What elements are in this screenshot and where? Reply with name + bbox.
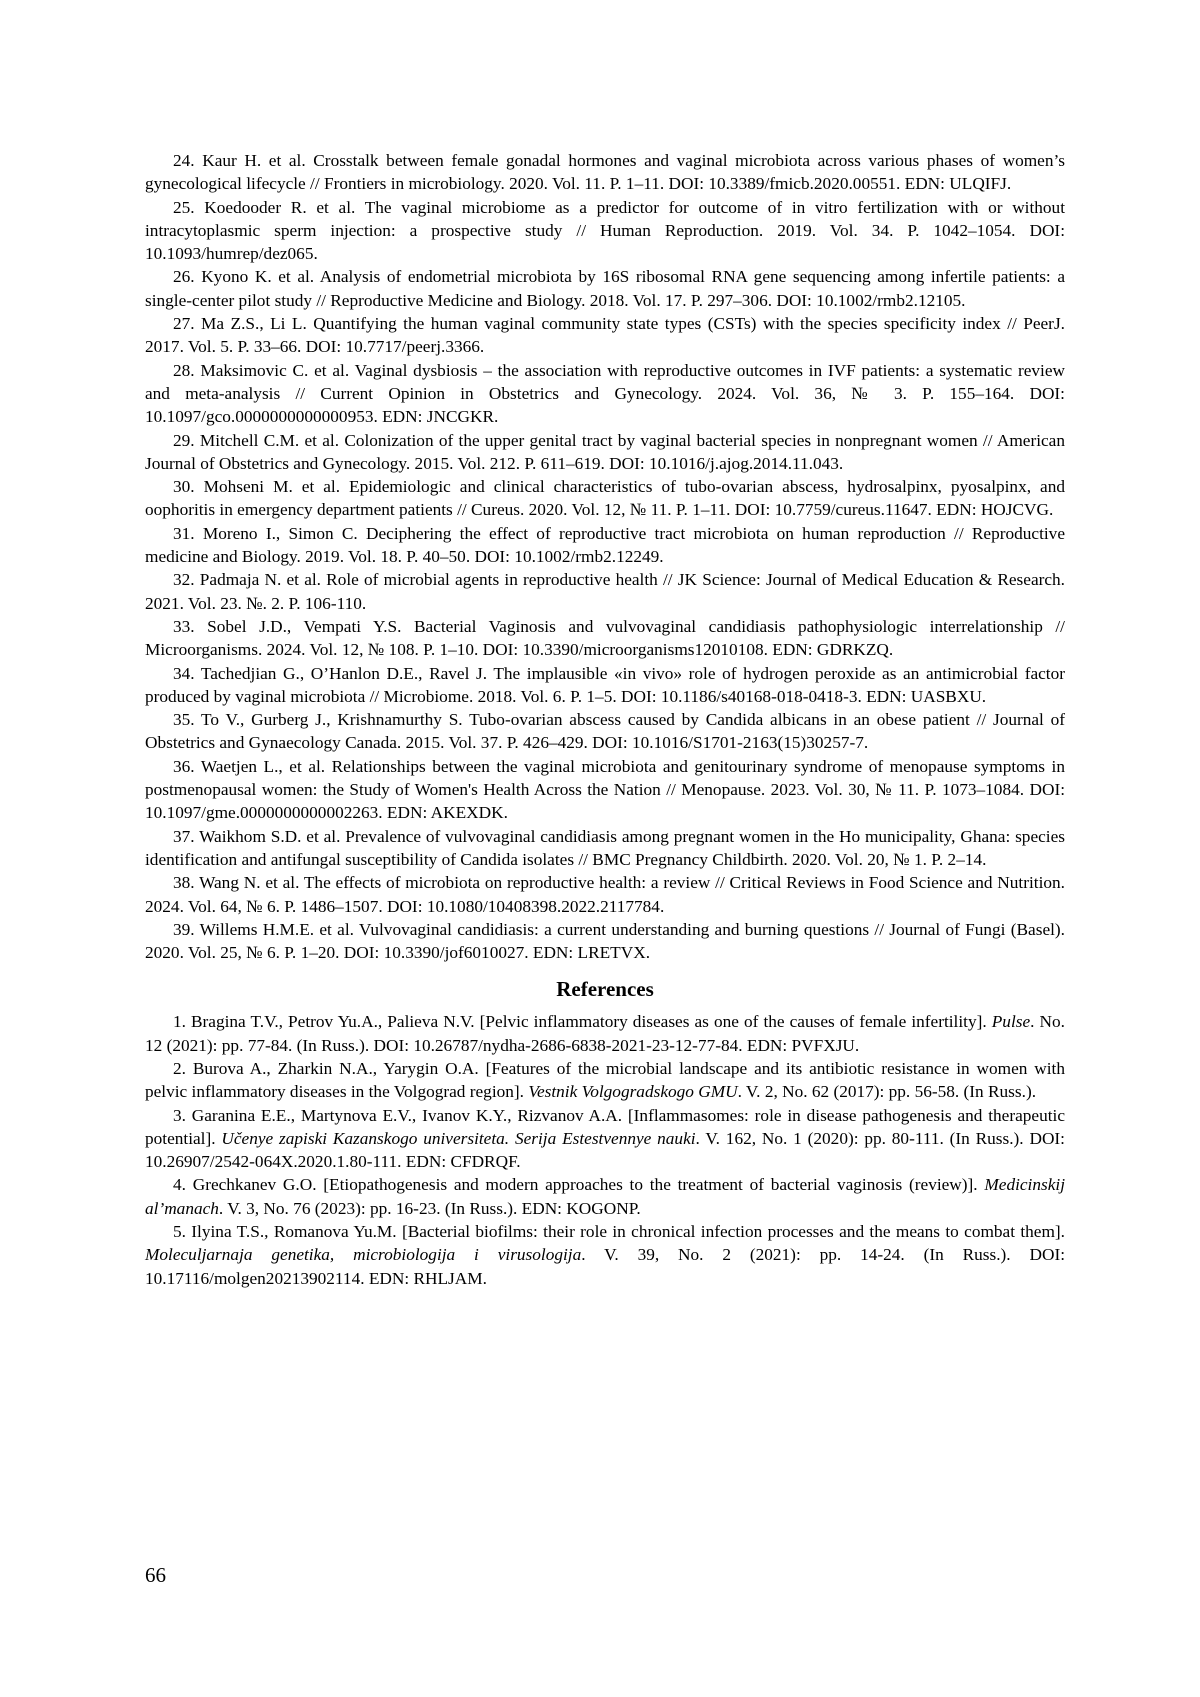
- reference-journal: Medicinskij al’manach: [145, 1175, 1065, 1218]
- reference-entry: [145, 1010, 1065, 1057]
- bibliography-list: [145, 149, 1065, 964]
- reference-journal: Moleculjarnaja genetika, microbiologija i virusologija: [145, 1245, 582, 1265]
- bibliography-entry: 36. Waetjen L., et al. Relationships between the vaginal microbiota and genitourinary syndrome of menopause symptoms in postmenopausal women: the Study of Women's Health Across the Nation // Menopause. 2023. Vol. 30, № 11. P. 1073–1084. DOI: 10.1097/gme.0000000000002263. EDN: AKEXDK.: [145, 756, 1065, 823]
- reference-entry: [145, 1173, 1065, 1220]
- bibliography-entry: 32. Padmaja N. et al. Role of microbial agents in reproductive health // JK Science: Journal of Medical Education & Research. 2021. Vol. 23. №. 2. P. 106-110.: [145, 570, 1065, 613]
- reference-text: 2. Burova A., Zharkin N.A., Yarygin O.A. [Features of the microbial landscape and its antibiotic resistance in women with pelvic inflammatory diseases in the Volgograd region].: [145, 1058, 1065, 1102]
- page-number: 66: [145, 1563, 166, 1587]
- reference-entry: [145, 1057, 1065, 1104]
- reference-details: . V. 39, No. 2 (2021): pp. 14-24. (In Russ.). DOI: 10.17116/molgen20213902114. EDN: RHLJAM.: [145, 1245, 1066, 1288]
- reference-details: . No. 12 (2021): pp. 77-84. (In Russ.). DOI: 10.26787/nydha-2686-6838-2021-23-12-77-84. EDN: PVFXJU.: [145, 1012, 1065, 1055]
- reference-text: 4. Grechkanev G.O. [Etiopathogenesis and modern approaches to the treatment of bacterial vaginosis (review)].: [173, 1175, 985, 1195]
- reference-details: . V. 3, No. 76 (2023): pp. 16-23. (In Russ.). EDN: KOGONP.: [218, 1198, 641, 1218]
- bibliography-entry: 33. Sobel J.D., Vempati Y.S. Bacterial Vaginosis and vulvovaginal candidiasis pathophysiologic interrelationship // Microorganisms. 2024. Vol. 12, № 108. P. 1–10. DOI: 10.3390/microorganisms12010108. EDN: GDRKZQ.: [145, 616, 1065, 660]
- bibliography-entry: 31. Moreno I., Simon C. Deciphering the effect of reproductive tract microbiota on human reproduction // Reproductive medicine and Biology. 2019. Vol. 18. P. 40–50. DOI: 10.1002/rmb2.12249.: [145, 523, 1065, 567]
- reference-journal: Učenye zapiski Kazanskogo universiteta. Serija Estestvennye nauki: [221, 1128, 696, 1148]
- reference-journal: Pulse: [991, 1012, 1031, 1032]
- reference-entry: [145, 1220, 1065, 1290]
- references-heading: References: [556, 977, 654, 1002]
- bibliography-entry: 28. Maksimovic C. et al. Vaginal dysbiosis – the association with reproductive outcomes in IVF patients: a systematic review and meta-analysis // Current Opinion in Obstetrics and Gynecology. 2024. Vol. 36, № 3. P. 155–164. DOI: 10.1097/gco.0000000000000953. EDN: JNCGKR.: [145, 360, 1065, 427]
- bibliography-entry: 38. Wang N. et al. The effects of microbiota on reproductive health: a review // Critical Reviews in Food Science and Nutrition. 2024. Vol. 64, № 6. P. 1486–1507. DOI: 10.1080/10408398.2022.2117784.: [145, 873, 1065, 916]
- bibliography-entry: 35. To V., Gurberg J., Krishnamurthy S. Tubo-ovarian abscess caused by Candida albicans in an obese patient // Journal of Obstetrics and Gynaecology Canada. 2015. Vol. 37. P. 426–429. DOI: 10.1016/S1701-2163(15)30257-7.: [145, 710, 1065, 753]
- reference-entry: [145, 1104, 1065, 1174]
- bibliography-entry: 29. Mitchell C.M. et al. Colonization of the upper genital tract by vaginal bacterial species in nonpregnant women // American Journal of Obstetrics and Gynecology. 2015. Vol. 212. P. 611–619. DOI: 10.1016/j.ajog.2014.11.043.: [145, 430, 1065, 473]
- bibliography-entry: 25. Koedooder R. et al. The vaginal microbiome as a predictor for outcome of in vitro fertilization with or without intracytoplasmic sperm injection: a prospective study // Human Reproduction. 2019. Vol. 34. P. 1042–1054. DOI: 10.1093/humrep/dez065.: [145, 197, 1065, 264]
- content: [145, 149, 1065, 1290]
- reference-details: . V. 2, No. 62 (2017): pp. 56-58. (In Russ.).: [737, 1082, 1037, 1102]
- reference-text: 1. Bragina T.V., Petrov Yu.A., Palieva N.V. [Pelvic inflammatory diseases as one of the causes of female infertility].: [173, 1012, 992, 1032]
- reference-details: . V. 162, No. 1 (2020): pp. 80-111. (In Russ.). DOI: 10.26907/2542-064X.2020.1.80-111. EDN: CFDRQF.: [145, 1128, 1065, 1172]
- references-list: [145, 1010, 1065, 1290]
- reference-journal: Vestnik Volgogradskogo GMU: [528, 1082, 738, 1102]
- reference-text: 3. Garanina E.E., Martynova E.V., Ivanov K.Y., Rizvanov A.A. [Inflammasomes: role in disease pathogenesis and therapeutic potential].: [145, 1105, 1065, 1148]
- bibliography-entry: 37. Waikhom S.D. et al. Prevalence of vulvovaginal candidiasis among pregnant women in the Ho municipality, Ghana: species identification and antifungal susceptibility of Candida isolates // BMC Pregnancy Childbirth. 2020. Vol. 20, № 1. P. 2–14.: [145, 826, 1065, 869]
- reference-text: 5. Ilyina T.S., Romanova Yu.M. [Bacterial biofilms: their role in chronical infection processes and the means to combat them].: [173, 1222, 1065, 1242]
- bibliography-entry: 39. Willems H.M.E. et al. Vulvovaginal candidiasis: a current understanding and burning questions // Journal of Fungi (Basel). 2020. Vol. 25, № 6. P. 1–20. DOI: 10.3390/jof6010027. EDN: LRETVX.: [145, 919, 1065, 963]
- bibliography-entry: 27. Ma Z.S., Li L. Quantifying the human vaginal community state types (CSTs) with the species specificity index // PeerJ. 2017. Vol. 5. P. 33–66. DOI: 10.7717/peerj.3366.: [145, 314, 1065, 357]
- bibliography-entry: 26. Kyono K. et al. Analysis of endometrial microbiota by 16S ribosomal RNA gene sequencing among infertile patients: a single-center pilot study // Reproductive Medicine and Biology. 2018. Vol. 17. P. 297–306. DOI: 10.1002/rmb2.12105.: [145, 267, 1065, 310]
- bibliography-entry: 30. Mohseni M. et al. Epidemiologic and clinical characteristics of tubo-ovarian abscess, hydrosalpinx, pyosalpinx, and oophoritis in emergency department patients // Cureus. 2020. Vol. 12, № 11. P. 1–11. DOI: 10.7759/cureus.11647. EDN: HOJCVG.: [145, 477, 1065, 520]
- bibliography-entry: 34. Tachedjian G., O’Hanlon D.E., Ravel J. The implausible «in vivo» role of hydrogen peroxide as an antimicrobial factor produced by vaginal microbiota // Microbiome. 2018. Vol. 6. P. 1–5. DOI: 10.1186/s40168-018-0418-3. EDN: UASBXU.: [145, 663, 1065, 706]
- bibliography-entry: 24. Kaur H. et al. Crosstalk between female gonadal hormones and vaginal microbiota across various phases of women’s gynecological lifecycle // Frontiers in microbiology. 2020. Vol. 11. P. 1–11. DOI: 10.3389/fmicb.2020.00551. EDN: ULQIFJ.: [145, 151, 1065, 194]
